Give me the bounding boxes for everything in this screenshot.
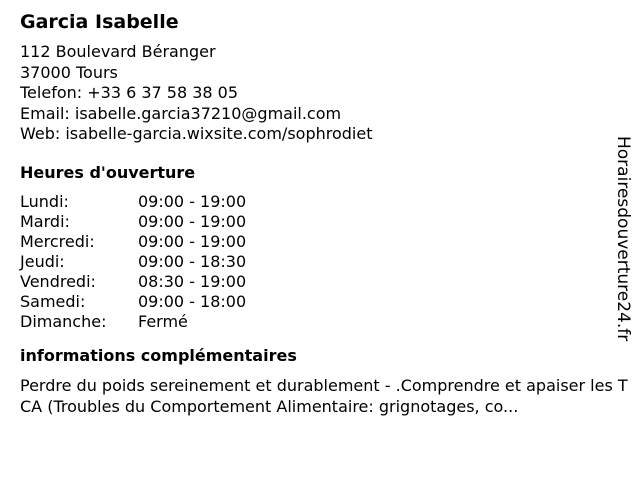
site-watermark: Horairesdouverture24.fr: [613, 136, 633, 342]
hours-row-wednesday: [20, 232, 628, 252]
hours-time: 08:30 - 19:00: [138, 271, 247, 291]
hours-heading: Heures d'ouverture: [20, 162, 196, 182]
info-description: Perdre du poids sereinement et durablement - .Comprendre et apaiser les TCA (Troubles du Comportement Alimentaire: grignotages, co...: [20, 375, 628, 416]
hours-time: 09:00 - 19:00: [138, 191, 247, 211]
hours-time: 09:00 - 18:30: [138, 251, 247, 271]
hours-row-thursday: [20, 252, 628, 272]
info-heading: informations complémentaires: [20, 345, 297, 365]
hours-row-tuesday: [20, 212, 628, 232]
business-name: Garcia Isabelle: [20, 11, 179, 33]
hours-time: 09:00 - 18:00: [138, 291, 247, 311]
hours-day: Lundi:: [20, 191, 69, 211]
hours-row-sunday: [20, 312, 628, 332]
hours-time: 09:00 - 19:00: [138, 211, 247, 231]
address-city: 37000 Tours: [20, 62, 118, 82]
hours-day: Mardi:: [20, 211, 70, 231]
address-street: 112 Boulevard Béranger: [20, 42, 216, 61]
email-line: Email: isabelle.garcia37210@gmail.com: [20, 103, 342, 123]
hours-day: Dimanche:: [20, 311, 107, 331]
hours-table: [20, 192, 628, 332]
hours-day: Jeudi:: [20, 251, 65, 271]
hours-day: Mercredi:: [20, 231, 95, 251]
hours-time: Fermé: [138, 311, 188, 331]
hours-row-monday: [20, 192, 628, 212]
hours-day: Vendredi:: [20, 271, 96, 291]
phone-line: Telefon: +33 6 37 58 38 05: [20, 83, 239, 102]
hours-row-friday: [20, 272, 628, 292]
hours-day: Samedi:: [20, 291, 86, 311]
business-card: [20, 10, 628, 417]
hours-time: 09:00 - 19:00: [138, 231, 247, 251]
web-line: Web: isabelle-garcia.wixsite.com/sophrodiet: [20, 124, 373, 143]
hours-row-saturday: [20, 292, 628, 312]
